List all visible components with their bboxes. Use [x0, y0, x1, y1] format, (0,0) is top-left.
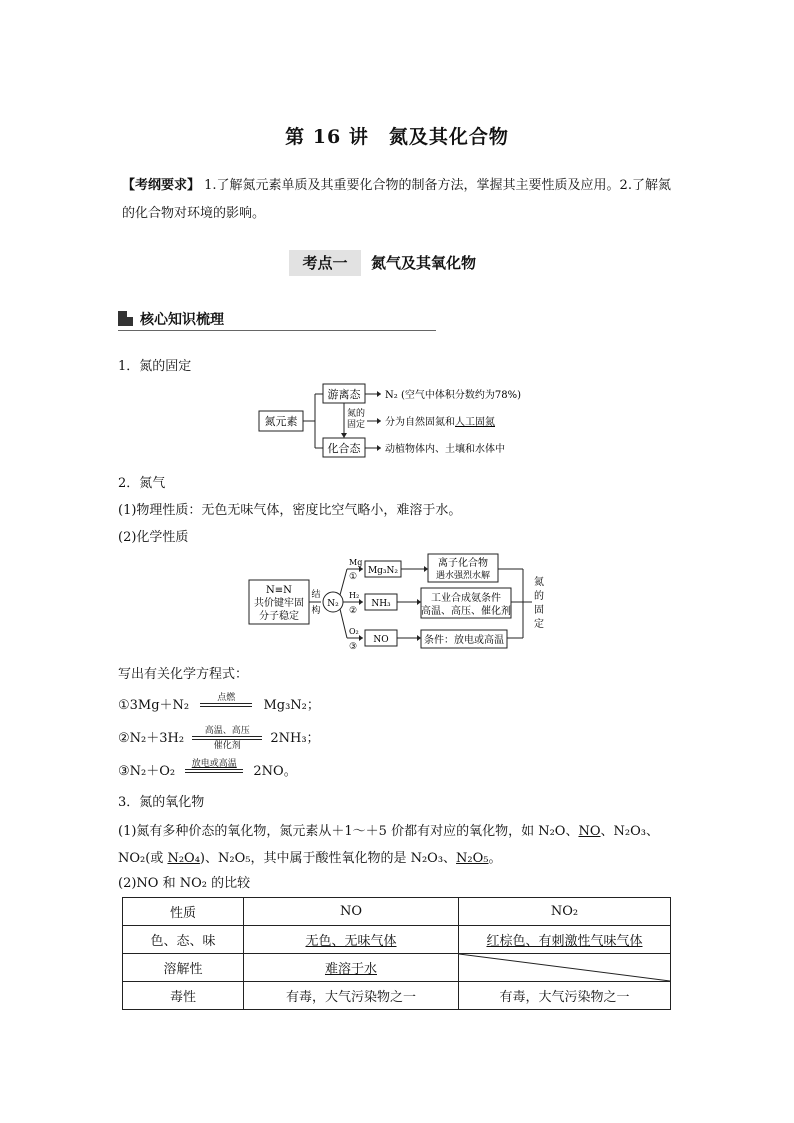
nitrogen-chemical-diagram — [245, 550, 555, 655]
table-cell-no2 — [459, 926, 671, 954]
diagonal-line — [459, 954, 670, 981]
free-state-desc: N₂ (空气中体积分数约为78%) — [385, 390, 521, 401]
s3-p1-part-a: (1)氮有多种价态的氧化物，氮元素从＋1～＋5 价都有对应的氧化物，如 N₂O、 — [118, 824, 579, 839]
section-title: 核心知识梳理 — [140, 312, 224, 328]
table-header-cell: NO — [244, 898, 459, 926]
fixation-desc: 分为自然固氮和 — [385, 417, 455, 428]
right-label-1: 氮 — [534, 577, 544, 588]
structure-line-3: 分子稳定 — [259, 611, 299, 622]
s3-p1-answer-n2o5: N₂O₅ — [456, 851, 489, 866]
num-3: ③ — [349, 642, 358, 652]
fixation-desc-underlined: 人工固氮 — [455, 417, 495, 428]
table-cell-no2: 有毒，大气污染物之一 — [459, 982, 671, 1010]
note-2-line-1: 工业合成氨条件 — [431, 593, 501, 604]
page-title: 第 16 讲 氮及其化合物 — [285, 126, 509, 148]
table-cell-no-text: 难溶于水 — [324, 962, 377, 977]
write-prompt: 写出有关化学方程式： — [118, 667, 249, 682]
table-row — [123, 954, 671, 982]
note-1-line-1: 离子化合物 — [438, 558, 488, 569]
nitrogen-fixation-diagram — [255, 380, 555, 460]
kaodian-title: 氮气及其氧化物 — [371, 254, 477, 272]
reagent-1: Mg — [349, 558, 363, 567]
combined-state-desc: 动植物体内、土壤和水体中 — [385, 444, 505, 455]
table-cell-prop: 色、态、味 — [123, 926, 244, 954]
equation-1-arrow — [196, 692, 256, 713]
table-header-cell: NO₂ — [459, 898, 671, 926]
s3-p1-answer-n2o4: N₂O₄ — [167, 851, 200, 866]
table-cell-no: 有毒，大气污染物之一 — [244, 982, 459, 1010]
note-1-line-2: 遇水强烈水解 — [435, 571, 491, 581]
table-header-row — [123, 898, 671, 926]
num-1: ① — [349, 572, 358, 582]
table-cell-empty-diagonal — [459, 954, 671, 982]
product-3: NO — [373, 635, 389, 645]
s2-heading: 2．氮气 — [118, 476, 166, 491]
section-square-icon — [118, 311, 133, 326]
s3-heading: 3．氮的氧化物 — [118, 795, 205, 810]
equation-1-left: ①3Mg＋N₂ — [118, 698, 190, 713]
note-3: 条件：放电或高温 — [424, 635, 504, 646]
s3-p1-answer-no: NO — [578, 824, 601, 839]
table-cell-no2-text: 红棕色、有刺激性气味气体 — [486, 934, 643, 949]
s3-p1-end: 。 — [488, 851, 502, 866]
equation-2 — [118, 725, 320, 751]
no-no2-comparison-table — [122, 897, 671, 1010]
requirements-text: 1.了解氮元素单质及其重要化合物的制备方法，掌握其主要性质及应用。2.了解氮的化合物对环境的影响。 — [122, 178, 671, 221]
s2-physical: (1)物理性质：无色无味气体，密度比空气略小，难溶于水。 — [118, 503, 462, 518]
table-cell-prop: 溶解性 — [123, 954, 244, 982]
equation-3 — [118, 760, 297, 779]
s3-paragraph-1 — [118, 818, 688, 872]
note-2-line-2: 高温、高压、催化剂 — [421, 606, 511, 617]
table-cell-prop: 毒性 — [123, 982, 244, 1010]
n2-label: N₂ — [327, 599, 339, 609]
equation-2-right: 2NH₃； — [270, 731, 320, 746]
s3-p1-part-b: 、N₂O₃、 — [600, 824, 659, 839]
equation-1-right: Mg₃N₂； — [263, 698, 320, 713]
right-label-2: 的 — [534, 591, 544, 602]
fixation-label-1: 氮的 — [346, 409, 366, 419]
svg-text:分为自然固氮和人工固氮 — [385, 415, 495, 428]
fixation-label-2: 固定 — [346, 420, 366, 430]
section-divider — [118, 330, 436, 331]
equation-3-right: 2NO。 — [253, 764, 297, 779]
table-row — [123, 926, 671, 954]
table-cell-no — [244, 926, 459, 954]
s2-chemical: (2)化学性质 — [118, 530, 189, 545]
structure-line-1: N≡N — [266, 585, 292, 596]
reagent-2: H₂ — [349, 591, 360, 600]
equation-2-condition-top: 高温、高压 — [204, 725, 250, 736]
equation-3-condition: 放电或高温 — [191, 758, 237, 769]
table-cell-no-text: 无色、无味气体 — [305, 934, 397, 949]
equation-3-left: ③N₂＋O₂ — [118, 764, 176, 779]
equation-2-left: ②N₂＋3H₂ — [118, 731, 185, 746]
s3-p1-line2-a: NO₂(或 — [118, 851, 168, 866]
free-state-label: 游离态 — [327, 388, 361, 401]
s3-paragraph-2: (2)NO 和 NO₂ 的比较 — [118, 876, 251, 891]
product-1: Mg₃N₂ — [367, 566, 399, 576]
equation-2-arrow — [190, 725, 264, 751]
table-row — [123, 982, 671, 1010]
requirements-tag: 【考纲要求】 — [122, 178, 201, 193]
table-header-cell: 性质 — [123, 898, 244, 926]
right-label-3: 固 — [534, 605, 544, 616]
table-cell-no — [244, 954, 459, 982]
exam-requirements — [122, 172, 682, 228]
structure-line-2: 共价键牢固 — [254, 598, 304, 609]
product-2: NH₃ — [371, 599, 391, 609]
right-label-4: 定 — [534, 619, 544, 630]
s3-p1-line2-b: )、N₂O₅，其中属于酸性氧化物的是 N₂O₃、 — [199, 851, 457, 866]
equation-2-condition-bottom: 催化剂 — [213, 740, 241, 751]
structure-label-1: 结 — [311, 590, 321, 600]
num-2: ② — [349, 606, 358, 616]
s1-heading: 1．氮的固定 — [118, 359, 192, 374]
root-label: 氮元素 — [264, 415, 298, 428]
equation-1 — [118, 694, 320, 713]
combined-state-label: 化合态 — [327, 442, 361, 455]
equation-1-condition: 点燃 — [217, 692, 236, 703]
structure-label-2: 构 — [311, 606, 321, 616]
reagent-3: O₂ — [349, 627, 359, 636]
kaodian-label: 考点一 — [289, 250, 361, 276]
equation-3-arrow — [182, 758, 246, 779]
